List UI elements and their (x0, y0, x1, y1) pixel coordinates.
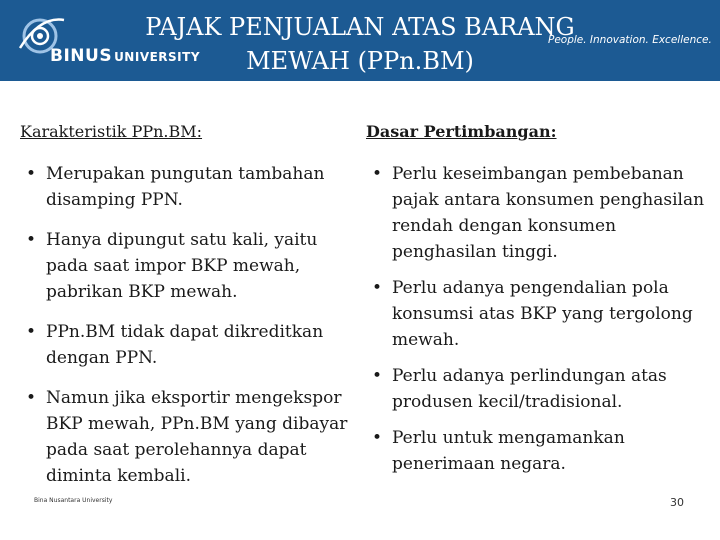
right-column (366, 122, 706, 487)
bullet-icon: • (26, 230, 37, 250)
bullet-icon: • (372, 164, 383, 184)
list-item (366, 425, 706, 477)
list-item-text: Merupakan pungutan tambahan disamping PPN. (46, 164, 325, 210)
slide-title-line1: PAJAK PENJUALAN ATAS BARANG (145, 13, 575, 41)
list-item-text: Perlu adanya perlindungan atas produsen kecil/tradisional. (392, 366, 667, 412)
bullet-icon: • (26, 388, 37, 408)
list-item (20, 319, 358, 371)
list-item-text: Perlu untuk mengamankan penerimaan negara. (392, 428, 625, 474)
list-item (20, 385, 358, 489)
list-item (366, 161, 706, 265)
bullet-icon: • (372, 278, 383, 298)
left-bullet-list (20, 161, 358, 489)
left-column (20, 122, 358, 503)
right-heading: Dasar Pertimbangan: (366, 122, 557, 141)
tagline: People. Innovation. Excellence. (548, 34, 712, 46)
footer-university: Bina Nusantara University (34, 497, 113, 504)
left-heading: Karakteristik PPn.BM: (20, 122, 203, 141)
list-item-text: Namun jika eksportir mengekspor BKP mewah, PPn.BM yang dibayar pada saat perolehannya dapat diminta kembali. (46, 388, 348, 486)
brand-name: BINUS (50, 46, 113, 66)
list-item-text: Perlu adanya pengendalian pola konsumsi atas BKP yang tergolong mewah. (392, 278, 693, 350)
list-item (366, 275, 706, 353)
right-bullet-list (366, 161, 706, 477)
bullet-icon: • (372, 428, 383, 448)
list-item (20, 161, 358, 213)
bullet-icon: • (26, 164, 37, 184)
slide-title (80, 10, 640, 78)
page-number: 30 (670, 496, 684, 509)
list-item (20, 227, 358, 305)
slide-title-line2: MEWAH (PPn.BM) (246, 47, 474, 75)
list-item-text: Hanya dipungut satu kali, yaitu pada saat impor BKP mewah, pabrikan BKP mewah. (46, 230, 318, 302)
bullet-icon: • (26, 322, 37, 342)
list-item (366, 363, 706, 415)
list-item-text: Perlu keseimbangan pembebanan pajak antara konsumen penghasilan rendah dengan konsumen penghasilan tinggi. (392, 164, 705, 262)
bullet-icon: • (372, 366, 383, 386)
brand-suffix: UNIVERSITY (114, 50, 201, 64)
list-item-text: PPn.BM tidak dapat dikreditkan dengan PPN. (46, 322, 324, 368)
